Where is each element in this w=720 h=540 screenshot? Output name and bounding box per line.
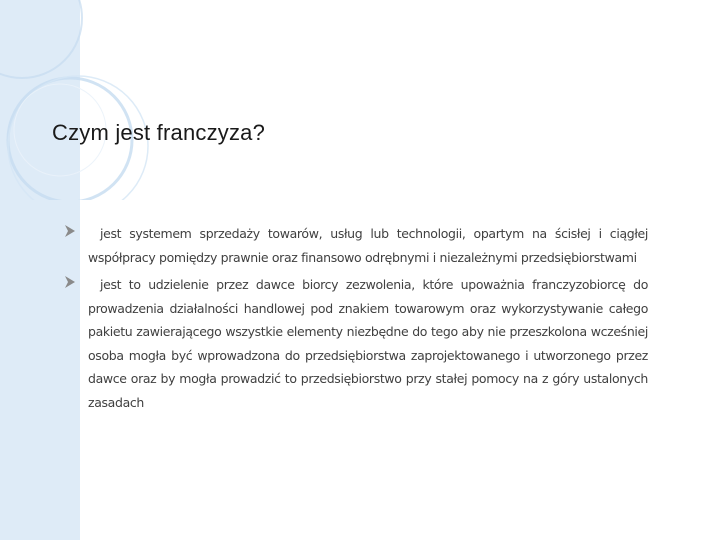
bullet-item — [80, 222, 648, 269]
bullet-text: jest systemem sprzedaży towarów, usług lub technologii, opartym na ścisłej i ciągłej współpracy pomiędzy prawnie oraz finansowo odrębnymi i niezależnymi przedsiębiorstwami — [88, 226, 648, 265]
bullet-text: jest to udzielenie przez dawce biorcy zezwolenia, które upoważnia franczyzobiorcę do prowadzenia działalności handlowej pod znakiem towarowym oraz wykorzystywanie całego pakietu zawierającego wszystkie elementy niezbędne do tego aby nie przeszkolona wcześniej osoba mogła być wprowadzona do przedsiębiorstwa zaprojektowanego i utworzonego przez dawce oraz by mogła prowadzić to przedsiębiorstwo przy stałej pomocy na z góry ustalonych zasadach — [88, 277, 648, 410]
decorative-circles-icon — [0, 0, 200, 200]
bullet-item — [80, 273, 648, 414]
arrowhead-bullet-icon — [64, 224, 76, 238]
slide-title: Czym jest franczyza? — [52, 120, 266, 145]
arrowhead-bullet-icon — [64, 275, 76, 289]
bullet-list — [80, 222, 648, 418]
